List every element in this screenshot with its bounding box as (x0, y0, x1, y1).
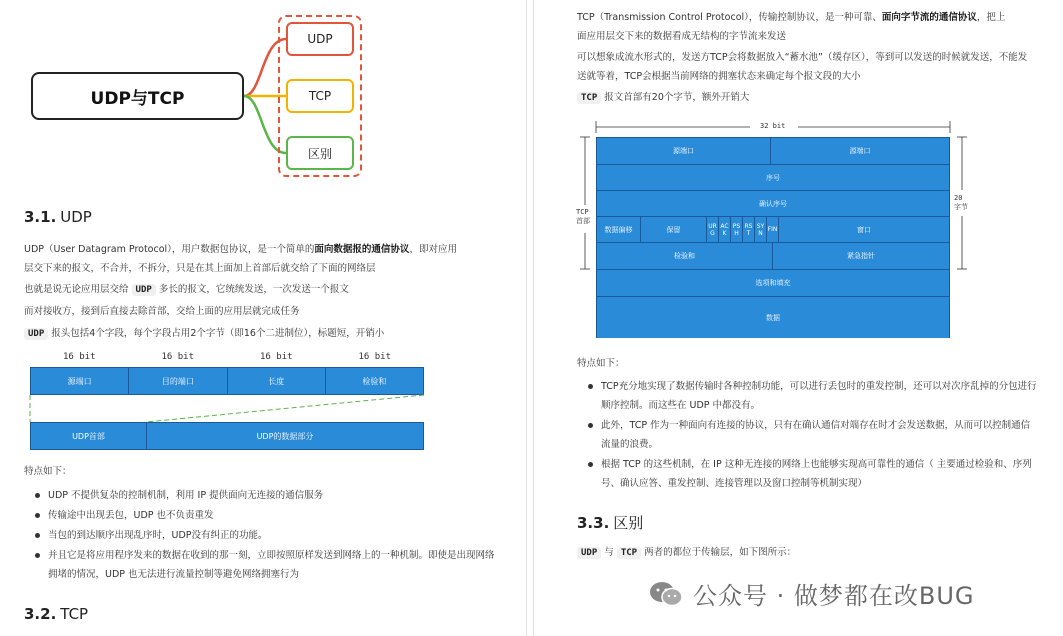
text: 层交下来的报文，不合并，不拆分，只是在其上面加上首部后就交给了下面的网络层 (24, 263, 376, 274)
list-item: 传输途中出现丢包，UDP 也不负责重发 (30, 506, 496, 525)
tcp-flag-rst: RST (743, 217, 755, 242)
tcp-window: 窗口 (779, 217, 949, 242)
mindmap-node-udp: UDP (286, 22, 354, 56)
inline-code: UDP (577, 547, 601, 559)
tcp-row-seq (597, 165, 949, 191)
tcp-flag-fin: FIN (767, 217, 779, 242)
inline-code: UDP (132, 284, 156, 296)
section-heading-diff (577, 512, 643, 533)
bold-text: 面向字节流的通信协议 (881, 12, 977, 23)
udp-paragraph-3: 而对接收方，接到后直接去除首部，交给上面的应用层就完成任务 (24, 306, 300, 317)
mindmap-node-diff: 区别 (286, 136, 354, 170)
section-title: TCP (60, 605, 89, 623)
mindmap-node-tcp: TCP (286, 79, 354, 113)
tcp-bytes-side-label: 20 字节 (954, 194, 968, 211)
list-item: 此外，TCP 作为一种面向有连接的协议，只有在确认通信对端存在时才会发送数据，从而可以控制通信流量的浪费。 (583, 416, 1038, 454)
text: 两者的都位于传输层，如下图所示： (644, 547, 797, 558)
tcp-features-list (583, 377, 1038, 494)
udp-checksum: 检验和 (326, 368, 423, 394)
tcp-row-data (597, 297, 949, 338)
tcp-options: 选项和填充 (597, 270, 949, 296)
tcp-reserved: 保留 (641, 217, 707, 242)
text: ，即对应用 (409, 244, 457, 255)
section-heading-tcp (24, 605, 88, 623)
mindmap-root: UDP与TCP (31, 72, 244, 120)
list-item: 当包的到达顺序出现乱序时，UDP没有纠正的功能。 (30, 526, 496, 545)
tcp-flag-urg: URG (707, 217, 719, 242)
tcp-paragraph-2: 可以想象成流水形式的，发送方TCP会将数据放入“蓄水池”（缓存区），等到可以发送的时候就发送，不能发送就等着，TCP会根据当前网络的拥塞状态来确定每个报文段的大小 (577, 52, 1028, 82)
tcp-src-port: 源端口 (597, 138, 771, 164)
bold-text: 面向数据报的通信协议 (314, 244, 410, 255)
tcp-data: 数据 (597, 297, 949, 338)
wechat-icon (649, 581, 683, 607)
tcp-row-checksum (597, 243, 949, 270)
udp-src-port: 源端口 (31, 368, 129, 394)
bit-label: 16 bit (259, 352, 293, 362)
tcp-flag-psh: PSH (731, 217, 743, 242)
text: 与 (604, 547, 614, 558)
inline-code: TCP (577, 92, 601, 104)
text: TCP（Transmission Control Protocol），传输控制协议，是一种可靠、 (577, 12, 882, 23)
bit-label: 16 bit (62, 352, 96, 362)
udp-data-part: UDP的数据部分 (147, 423, 423, 449)
tcp-seq: 序号 (597, 165, 949, 190)
watermark-text: 公众号 · 做梦都在改BUG (693, 582, 975, 610)
text: 报文首部有20个字节，额外开销大 (604, 92, 750, 103)
udp-dst-port: 目的端口 (129, 368, 227, 394)
section-title: 区别 (613, 514, 644, 532)
udp-features-title: 特点如下： (24, 466, 72, 477)
tcp-row-options (597, 270, 949, 297)
watermark (649, 576, 975, 611)
section-number: 3.3. (577, 514, 610, 532)
tcp-row-ack (597, 191, 949, 217)
tcp-offset: 数据偏移 (597, 217, 641, 242)
tcp-row-ports (597, 138, 949, 165)
tcp-width-label: 32 bit (760, 122, 786, 130)
tcp-row-flags (597, 217, 949, 243)
text: 报头包括4个字段，每个字段占用2个字节（即16个二进制位），标题短，开销小 (51, 328, 385, 339)
section-title: UDP (60, 208, 92, 226)
list-item: 并且它是将应用程序发来的数据在收到的那一刻，立即按照原样发送到网络上的一种机制。即使是出现网络拥堵的情况，UDP 也无法进行流量控制等避免网络拥塞行为 (30, 546, 496, 584)
tcp-flag-syn: SYN (755, 217, 767, 242)
tcp-header-diagram (596, 137, 950, 338)
section-number: 3.2. (24, 605, 57, 623)
tcp-ack: 确认序号 (597, 191, 949, 216)
list-item: TCP充分地实现了数据传输时各种控制功能，可以进行丢包时的重发控制，还可以对次序乱掉的分包进行顺序控制。而这些在 UDP 中都没有。 (583, 377, 1038, 415)
tcp-urgent: 紧急指针 (773, 243, 949, 269)
section-number: 3.1. (24, 208, 57, 226)
tcp-flag-ack: ACK (719, 217, 731, 242)
tcp-header-side-label: TCP 首部 (576, 208, 590, 225)
text: 也就是说无论应用层交给 (24, 284, 129, 295)
inline-code: UDP (24, 328, 48, 340)
bit-label: 16 bit (358, 352, 391, 362)
list-item: 根据 TCP 的这些机制，在 IP 这种无连接的网络上也能够实现高可靠性的通信（ 主要通过检验和、序列号、确认应答、重发控制、连接管理以及窗口控制等机制实现） (583, 455, 1038, 493)
tcp-checksum: 检验和 (597, 243, 773, 269)
text: ，把上 (976, 12, 1006, 23)
udp-packet-row (30, 422, 424, 450)
list-item: UDP 不提供复杂的控制机制，利用 IP 提供面向无连接的通信服务 (30, 486, 496, 505)
text: UDP（User Datagram Protocol），用户数据包协议，是一个简单的 (24, 244, 315, 255)
tcp-features-title: 特点如下： (577, 358, 625, 369)
bit-label: 16 bit (161, 352, 194, 362)
text: 多长的报文，它统统发送，一次发送一个报文 (158, 284, 349, 295)
inline-code: TCP (617, 547, 641, 559)
text: 面应用层交下来的数据看成无结构的字节流来发送 (577, 31, 787, 42)
diff-paragraph (577, 543, 1037, 563)
tcp-dst-port: 源端口 (771, 138, 949, 164)
udp-features-list (30, 486, 496, 585)
udp-header-part: UDP首部 (31, 423, 147, 449)
udp-length: 长度 (228, 368, 326, 394)
